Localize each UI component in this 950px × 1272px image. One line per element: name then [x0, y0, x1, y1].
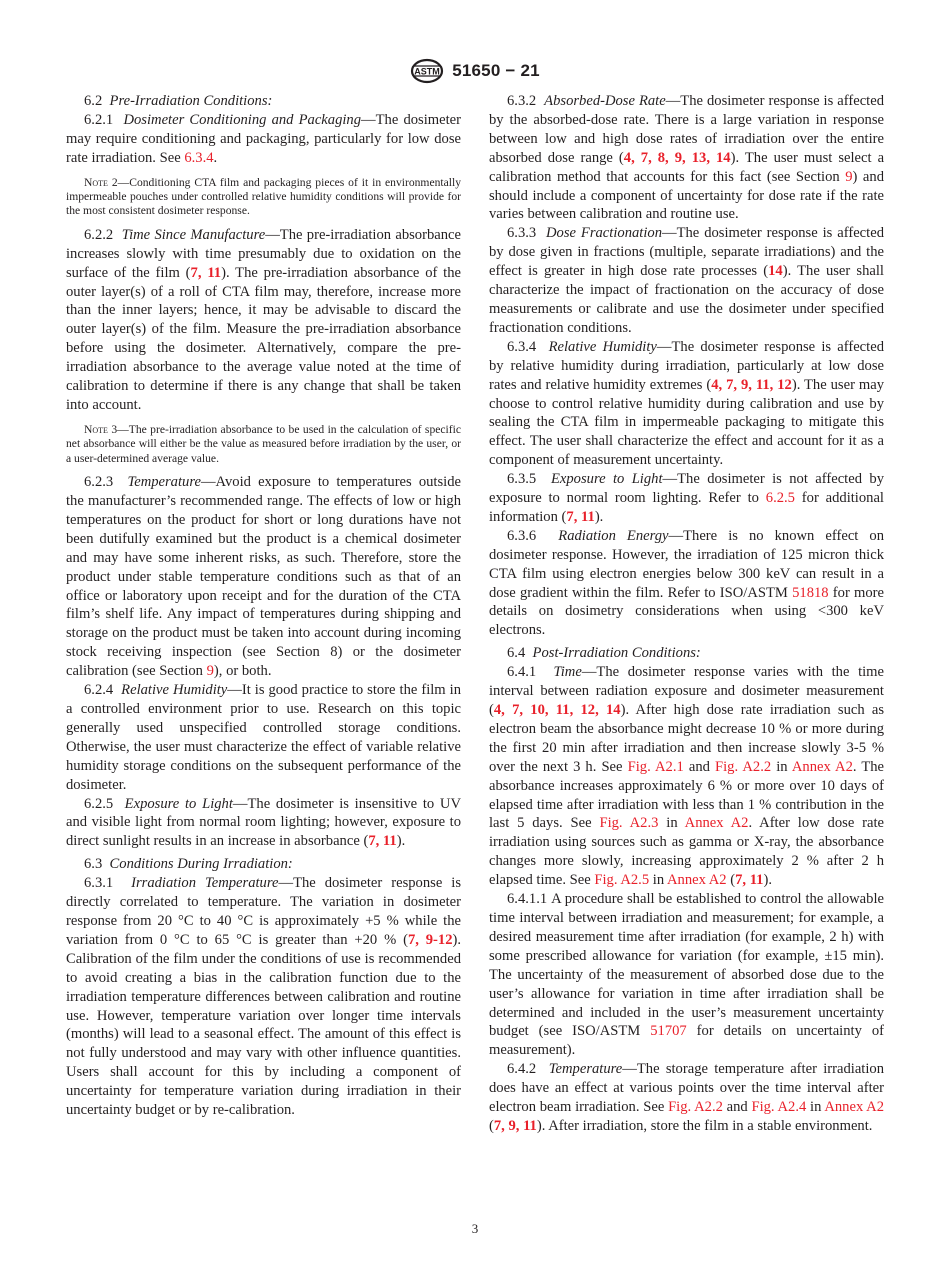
- citation-link[interactable]: 14: [768, 263, 783, 280]
- section-6-2-5: 6.2.5 Exposure to Light—The dosimeter is insensitive to UV and visible light from normal room lighting; however, exposure to direct sunlight results in an increase in absorbance (7, 11).: [66, 795, 462, 850]
- section-6-4-1-1: 6.4.1.1 A procedure shall be established to control the allowable time interval between irradiation and measurement; for example, a desired measurement time after irradiation (for example, 2 h) with some prescribed allowance for variation (for example, ±15 min). The uncertainty of the measurement of absorbed dose due to the user’s allowance for variation in time after irradiation shall be determined and included in the user’s measurement uncertainty budget (see ISO/ASTM 51707 for details on uncertainty of measurement).: [489, 891, 884, 1059]
- ref-link-51707[interactable]: 51707: [650, 1023, 687, 1040]
- citation-link[interactable]: 8: [657, 149, 666, 166]
- citation-link[interactable]: 11: [523, 1117, 537, 1134]
- ref-link-6-3-4[interactable]: 6.3.4: [184, 149, 214, 166]
- section-6-2-4: 6.2.4 Relative Humidity—It is good practice to store the film in a controlled environment prior to use. Research on this topic generally used unspecified controlled storage conditions. Otherwise, the user must characterize the effect of variable relative humidity storage conditions on the subsequent performance of the dosimeter.: [66, 682, 461, 793]
- annex-link[interactable]: Annex A2: [791, 758, 853, 775]
- citation-link[interactable]: 11: [382, 833, 397, 850]
- citation-link[interactable]: 11: [207, 264, 222, 281]
- section-6-4-1: 6.4.1 Time—The dosimeter response varies with the time interval between radiation exposure and dosimeter measurement (4, 7, 10, 11, 12, 14). After high dose rate irradiation such as electron beam the absorbance might decrease 10 % or more during the first 20 min after irradiation and then increase slowly 3-5 % over the next 3 h. See Fig. A2.1 and Fig. A2.2 in Annex A2. The absorbance increases approximately 6 % or more over 10 days of elapsed time after irradiation with less than 1 % contribution in the last 5 days. See Fig. A2.3 in Annex A2. After low dose rate irradiation using sources such as gamma or X-ray, the absorbance changes more slowly, increasing approximately 2 % after 2 h elapsed time. See Fig. A2.5 in Annex A2 (7, 11).: [489, 664, 885, 889]
- citation-link[interactable]: 13: [691, 149, 707, 166]
- citation-link[interactable]: 11: [749, 872, 764, 889]
- citation-link[interactable]: 7: [512, 702, 520, 718]
- citation-link[interactable]: 9: [741, 376, 749, 393]
- citation-link[interactable]: 11: [581, 508, 595, 525]
- citation-link[interactable]: 7: [493, 1117, 502, 1134]
- citation-link[interactable]: 7: [407, 931, 416, 948]
- citation-link[interactable]: 7: [190, 264, 198, 281]
- section-6-2-2: 6.2.2 Time Since Manufacture—The pre-irradiation absorbance increases slowly with time presumably due to oxidation on the surface of the film (7, 11). The pre-irradiation absorbance of the outer layer(s) of a roll of CTA film may, therefore, increase more than the inner layers; hence, it may be advisable to discard the outer layer(s) of the film. Measure the pre-irradiation absorbance before using the dosimeter. Alternatively, compare the pre-irradiation absorbance to the average value noted at the time of calibration to determine if there is any change that shall be taken into account.: [66, 226, 462, 413]
- section-6-3-heading: 6.3 Conditions During Irradiation:: [84, 856, 293, 873]
- citation-link[interactable]: 4: [711, 376, 719, 393]
- ref-link-section-9[interactable]: 9: [206, 663, 214, 680]
- citation-link[interactable]: 10: [530, 702, 545, 718]
- section-6-3-6: 6.3.6 Radiation Energy—There is no known effect on dosimeter response. However, the irradiation of 125 micron thick CTA film using electron energies below 300 keV can result in a dose gradient within the film. Refer to ISO/ASTM 51818 for more details on dosimetry considerations when using <300 keV electrons.: [489, 527, 884, 639]
- citation-link[interactable]: 9-12: [425, 931, 453, 948]
- note-2: Note 2—Conditioning CTA film and packaging pieces of it in environmentally impermeable pouches under controlled relative humidity conditions will provide for the most consistent dosimeter response.: [66, 175, 462, 218]
- ref-link-6-2-5[interactable]: 6.2.5: [765, 490, 795, 507]
- section-6-3-2: 6.3.2 Absorbed-Dose Rate—The dosimeter response is affected by the absorbed-dose rate. There is a large variation in response between low and high dose rates of irradiation over the entire absorbed dose range (4, 7, 8, 9, 13, 14). The user must select a calibration method that accounts for this fact (see Section 9) and should include a component of uncertainty for dose rate if the rate varies between calibration and routine use.: [489, 93, 885, 223]
- ref-link-section-9[interactable]: 9: [845, 168, 853, 185]
- figure-link[interactable]: Fig. A2.2: [668, 1099, 723, 1116]
- section-6-2-1: 6.2.1 Dosimeter Conditioning and Packaging—The dosimeter may require conditioning and packaging, particularly for low dose rate irradiation. See 6.3.4.: [66, 111, 462, 166]
- citation-link[interactable]: 7: [566, 508, 574, 525]
- citation-link[interactable]: 4: [493, 702, 502, 718]
- citation-link[interactable]: 7: [368, 833, 376, 850]
- citation-link[interactable]: 11: [555, 702, 570, 718]
- citation-link[interactable]: 14: [605, 702, 621, 718]
- section-6-2-heading: 6.2 Pre-Irradiation Conditions:: [84, 93, 273, 109]
- section-6-4-2: 6.4.2 Temperature—The storage temperature after irradiation does have an effect at various points over the time interval after electron beam irradiation. See Fig. A2.2 and Fig. A2.4 in Annex A2 (7, 9, 11). After irradiation, store the film in a stable environment.: [489, 1061, 885, 1134]
- citation-link[interactable]: 9: [508, 1117, 516, 1134]
- annex-link[interactable]: Annex A2: [824, 1099, 885, 1116]
- right-column: [489, 92, 884, 1136]
- section-6-4-heading: 6.4 Post-Irradiation Conditions:: [507, 645, 701, 662]
- annex-link[interactable]: Annex A2: [666, 872, 727, 889]
- figure-link[interactable]: Fig. A2.3: [599, 815, 659, 832]
- page-number: 3: [471, 1221, 479, 1236]
- page-header: [0, 56, 950, 86]
- section-6-3-3: 6.3.3 Dose Fractionation—The dosimeter response is affected by dose given in fractions (multiple, separate irradiations) and the effect is greater in high dose rate processes (14). The user shall characterize the impact of fractionation on the accuracy of dose measurements or calibrate and use the dosimeter under specified fractionation conditions.: [489, 225, 884, 336]
- left-column: [66, 92, 461, 1120]
- figure-link[interactable]: Fig. A2.2: [715, 758, 772, 775]
- citation-link[interactable]: 4: [623, 149, 632, 166]
- astm-logo-icon: [410, 57, 444, 85]
- document-designation: 51650 − 21: [452, 61, 540, 80]
- citation-link[interactable]: 7: [735, 872, 743, 889]
- citation-link[interactable]: 12: [777, 376, 792, 393]
- ref-link-51818[interactable]: 51818: [792, 584, 829, 601]
- section-6-3-5: 6.3.5 Exposure to Light—The dosimeter is not affected by exposure to normal room lighting. Refer to 6.2.5 for additional information (7, 11).: [489, 471, 884, 525]
- citation-link[interactable]: 12: [580, 702, 596, 718]
- section-6-2-3: 6.2.3 Temperature—Avoid exposure to temperatures outside the manufacturer’s recommended range. The effects of low or high temperatures on the product for short or long durations have not been dutifully examined but the product is a chemical dosimeter and may have some inherent risks, as such. Therefore, store the product under stable temperature conditions such as that of an office or laboratory upon receipt and for the duration of the CTA film’s shelf life. Any impact of temperatures during shipping and storage on the product must be taken into account during incoming stock receiving inspection (see Section 8) or the dosimeter calibration (see Section 9), or both.: [66, 474, 461, 680]
- figure-link[interactable]: Fig. A2.1: [627, 758, 684, 775]
- annex-link[interactable]: Annex A2: [684, 815, 749, 832]
- section-6-3-4: 6.3.4 Relative Humidity—The dosimeter response is affected by relative humidity during irradiation, particularly at low dose rates and relative humidity extremes (4, 7, 9, 11, 12). The user may choose to control relative humidity during calibration and use by sealing the CTA film in impermeable packaging to mitigate this effect. The user shall characterize the effect and account for it as a component of measurement uncertainty.: [489, 338, 884, 469]
- citation-link[interactable]: 7: [640, 149, 649, 166]
- svg-text:ASTM: ASTM: [414, 66, 440, 77]
- citation-link[interactable]: 7: [726, 376, 734, 393]
- citation-link[interactable]: 9: [674, 149, 683, 166]
- section-6-3-1: 6.3.1 Irradiation Temperature—The dosimeter response is directly correlated to temperature. The variation in dosimeter response from 20 °C to 40 °C is approximately +5 % while the variation from 0 °C to 65 °C is greater than +20 % (7, 9-12). Calibration of the film under the conditions of use is recommended to avoid creating a bias in the calibration function due to the irradiation temperature differences between calibration and routine use. However, temperature variation over longer time intervals (months) will lead to a seasonal effect. The amount of this effect is not fully understood and may vary with other influence quantities. Users shall account for this by including a component of uncertainty for temperature variation during irradiation in their uncertainty budget or by re-calibration.: [66, 875, 462, 1119]
- citation-link[interactable]: 11: [755, 376, 770, 393]
- note-3: Note 3—The pre-irradiation absorbance to be used in the calculation of specific net absorbance will either be the value as measured before irradiation by the user, or a user-determined average value.: [66, 422, 461, 465]
- figure-link[interactable]: Fig. A2.5: [594, 872, 650, 889]
- figure-link[interactable]: Fig. A2.4: [751, 1099, 807, 1116]
- citation-link[interactable]: 14: [716, 149, 731, 166]
